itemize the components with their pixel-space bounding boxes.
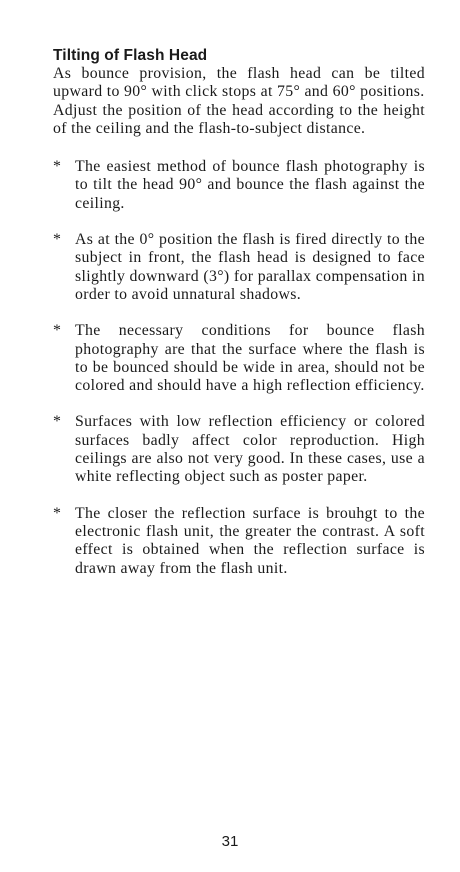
- bullet-item-low-reflection-surfaces: [53, 413, 425, 486]
- bullet-text: Surfaces with low reflection efficiency or colored surfaces badly affect color reproduction. High ceilings are also not very good. In these cases, use a white reflecting object such as poster paper.: [75, 413, 425, 486]
- section-heading: Tilting of Flash Head: [53, 47, 208, 64]
- bullet-asterisk: *: [53, 504, 61, 522]
- bullet-item-parallax-compensation: [53, 231, 425, 304]
- bullet-asterisk: *: [53, 231, 61, 249]
- page-number: 31: [221, 833, 239, 850]
- bullet-text: The necessary conditions for bounce flash photography are that the surface where the flash is to be bounced should be wide in area, should not be colored and should have a high reflection efficiency.: [75, 322, 425, 395]
- bullet-item-easiest-method: [53, 158, 425, 213]
- bullet-asterisk: *: [53, 413, 61, 431]
- bullet-asterisk: *: [53, 158, 61, 176]
- bullet-asterisk: *: [53, 322, 61, 340]
- bullet-item-necessary-conditions: [53, 322, 425, 395]
- bullet-item-reflection-distance: [53, 505, 425, 578]
- bullet-text: The easiest method of bounce flash photography is to tilt the head 90° and bounce the flash against the ceiling.: [75, 158, 425, 212]
- bullet-text: As at the 0° position the flash is fired directly to the subject in front, the flash head is designed to face slightly downward (3°) for parallax compensation in order to avoid unnatural shadows.: [75, 231, 425, 303]
- bullet-text: The closer the reflection surface is brouhgt to the electronic flash unit, the greater the contrast. A soft effect is obtained when the reflection surface is drawn away from the flash unit.: [75, 504, 425, 577]
- intro-paragraph-2: Adjust the position of the head according to the height of the ceiling and the flash-to-subject distance.: [53, 101, 425, 137]
- manual-page-content: [53, 46, 425, 578]
- bullet-list: [53, 158, 425, 578]
- intro-paragraph-1: As bounce provision, the flash head can be tilted upward to 90° with click stops at 75° and 60° positions.: [53, 65, 425, 101]
